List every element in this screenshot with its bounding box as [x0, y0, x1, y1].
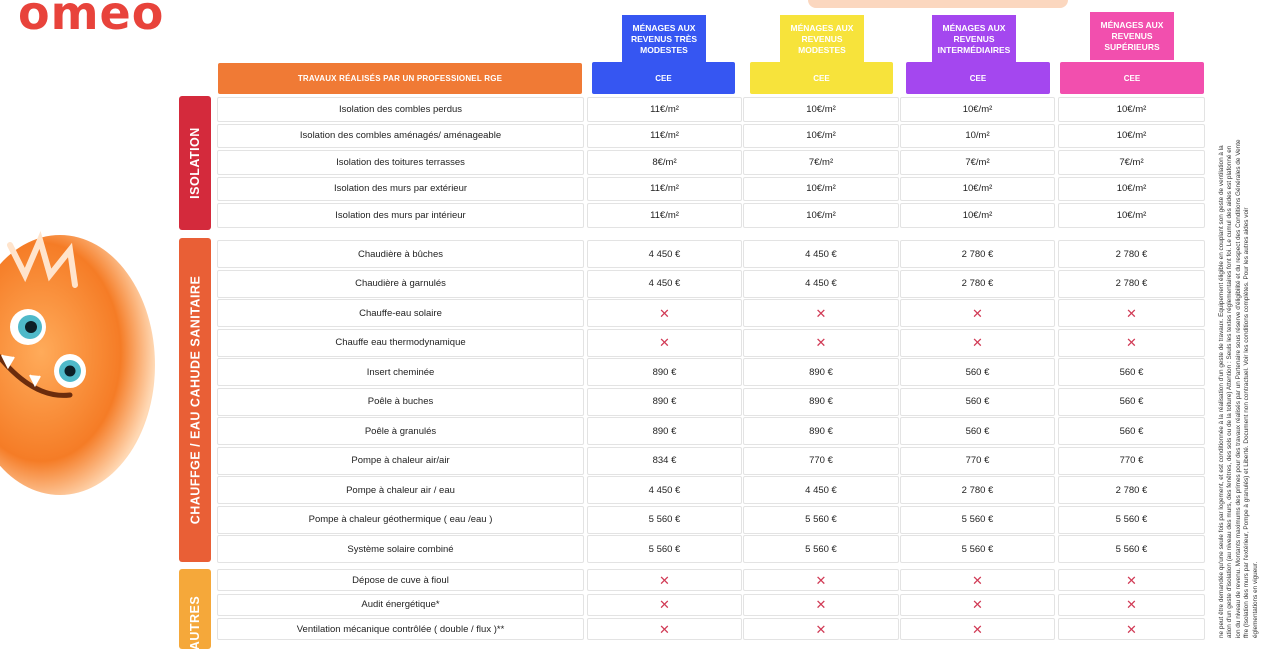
- amount-value: 560 €: [965, 396, 990, 407]
- amount-value: 10€/m²: [962, 209, 993, 221]
- column-title-superieurs: MÉNAGES AUX REVENUS SUPÉRIEURS: [1090, 12, 1174, 60]
- amount-value: 4 450 €: [805, 484, 837, 496]
- amount-value: 10€/m²: [806, 103, 836, 115]
- not-eligible-icon: ✕: [659, 597, 670, 612]
- scheme-label-tres-modestes: CEE: [592, 62, 735, 94]
- amount-cell: [743, 124, 899, 149]
- amount-cell: [587, 240, 742, 268]
- table-row: [217, 569, 1205, 591]
- amount-value: 5 560 €: [1115, 514, 1148, 525]
- amount-cell: [900, 535, 1055, 563]
- amount-cell: [900, 506, 1055, 534]
- amount-cell: [1058, 569, 1205, 591]
- amount-cell: [900, 203, 1055, 228]
- amount-value: 890 €: [809, 366, 833, 378]
- amount-cell: [1058, 124, 1205, 149]
- amount-cell: [1058, 476, 1205, 504]
- amount-value: 560 €: [965, 425, 990, 437]
- works-header: TRAVAUX RÉALISÉS PAR UN PROFESSIONEL RGE: [218, 63, 582, 94]
- table-row: [217, 97, 1205, 122]
- table-row: [217, 506, 1205, 534]
- table-row: [217, 417, 1205, 445]
- work-label: Poêle à buches: [217, 388, 584, 416]
- amount-value: 890 €: [809, 396, 833, 407]
- table-row: [217, 240, 1205, 268]
- amount-cell: [587, 299, 742, 327]
- not-eligible-icon: ✕: [972, 572, 983, 588]
- not-eligible-icon: ✕: [815, 621, 827, 637]
- amount-cell: [743, 388, 899, 416]
- amount-value: 2 780 €: [961, 248, 994, 260]
- work-label: Pompe à chaleur géothermique ( eau /eau ): [217, 506, 584, 534]
- amount-cell: [1058, 97, 1205, 122]
- amount-value: 11€/m²: [650, 183, 679, 195]
- amount-value: 10€/m²: [806, 209, 836, 221]
- scheme-label-superieurs: CEE: [1060, 62, 1204, 94]
- table-row: [217, 388, 1205, 416]
- amount-cell: [900, 417, 1055, 445]
- work-label: Chauffe-eau solaire: [217, 299, 584, 327]
- category-autres: AUTRES: [179, 569, 211, 649]
- amount-cell: [1058, 594, 1205, 616]
- work-label: Insert cheminée: [217, 358, 584, 386]
- table-row: [217, 447, 1205, 475]
- amount-cell: [1058, 150, 1205, 175]
- amount-cell: [900, 240, 1055, 268]
- not-eligible-icon: ✕: [1126, 572, 1137, 588]
- mascot-illustration: [0, 225, 165, 525]
- table-row: [217, 618, 1205, 640]
- work-label: Audit énergétique*: [217, 594, 584, 616]
- amount-value: 2 780 €: [961, 484, 994, 496]
- not-eligible-icon: ✕: [815, 305, 827, 321]
- amount-cell: [587, 270, 742, 298]
- table-row: [217, 270, 1205, 298]
- amount-value: 10€/m²: [1116, 183, 1147, 195]
- work-label: Chauffe eau thermodynamique: [217, 329, 584, 357]
- work-label: Isolation des murs par intérieur: [217, 203, 584, 228]
- legal-side-note: [1218, 68, 1270, 638]
- work-label: Isolation des combles aménagés/ aménageable: [217, 124, 584, 149]
- table-row: [217, 329, 1205, 357]
- not-eligible-icon: ✕: [972, 597, 983, 612]
- amount-value: 5 560 €: [805, 543, 837, 555]
- amount-cell: [743, 177, 899, 202]
- amount-value: 11€/m²: [650, 130, 679, 142]
- amount-cell: [743, 150, 899, 175]
- amount-cell: [587, 594, 742, 616]
- amount-cell: [900, 270, 1055, 298]
- not-eligible-icon: ✕: [815, 335, 827, 350]
- amount-value: 10/m²: [965, 130, 990, 142]
- table-row: [217, 177, 1205, 202]
- amount-cell: [587, 447, 742, 475]
- column-title-tres-modestes: MÉNAGES AUX REVENUS TRÈS MODESTES: [622, 15, 706, 63]
- amount-cell: [743, 535, 899, 563]
- amount-cell: [743, 299, 899, 327]
- amount-value: 890 €: [652, 396, 677, 407]
- amount-cell: [900, 299, 1055, 327]
- amount-cell: [1058, 299, 1205, 327]
- side-note-line: ation d'un geste d'isolation (au niveau des murs, des fenêtres, des sols ou de la toiture) Attention : Seuls les textes réglementaires font foi. Le cumul des aides est plafonné en: [1226, 145, 1234, 638]
- not-eligible-icon: ✕: [972, 621, 983, 637]
- work-label: Chaudière à bûches: [217, 240, 584, 268]
- amount-value: 10€/m²: [1116, 130, 1147, 142]
- amount-cell: [743, 203, 899, 228]
- not-eligible-icon: ✕: [815, 572, 827, 588]
- brand-logo: omeo: [18, 0, 165, 40]
- amount-cell: [900, 388, 1055, 416]
- amount-cell: [587, 417, 742, 445]
- amount-value: 5 560 €: [961, 543, 994, 555]
- amount-cell: [743, 240, 899, 268]
- amount-cell: [900, 476, 1055, 504]
- table-row: [217, 358, 1205, 386]
- amount-cell: [587, 329, 742, 357]
- not-eligible-icon: ✕: [1126, 305, 1137, 321]
- work-label: Pompe à chaleur air / eau: [217, 476, 584, 504]
- work-label: Chaudière à garnulés: [217, 270, 584, 298]
- amount-value: 10€/m²: [806, 183, 836, 195]
- amount-cell: [587, 124, 742, 149]
- amount-value: 8€/m²: [652, 156, 677, 168]
- amount-cell: [743, 329, 899, 357]
- amount-value: 10€/m²: [1116, 103, 1147, 115]
- amount-cell: [743, 594, 899, 616]
- table-row: [217, 476, 1205, 504]
- amount-value: 7€/m²: [965, 156, 990, 168]
- amount-cell: [1058, 329, 1205, 357]
- amount-cell: [587, 150, 742, 175]
- amount-cell: [743, 506, 899, 534]
- amount-cell: [900, 594, 1055, 616]
- amount-value: 10€/m²: [962, 103, 993, 115]
- amount-value: 2 780 €: [1115, 484, 1148, 496]
- amount-cell: [900, 329, 1055, 357]
- amount-cell: [587, 569, 742, 591]
- work-label: Ventilation mécanique contrôlée ( double / flux )**: [217, 618, 584, 640]
- amount-value: 560 €: [1119, 396, 1144, 407]
- column-title-modestes: MÉNAGES AUX REVENUS MODESTES: [780, 15, 864, 63]
- amount-value: 2 780 €: [1115, 278, 1148, 289]
- amount-value: 5 560 €: [648, 514, 681, 525]
- amount-value: 11€/m²: [650, 209, 679, 221]
- amount-cell: [1058, 240, 1205, 268]
- amount-value: 5 560 €: [805, 514, 837, 525]
- amount-value: 4 450 €: [648, 484, 681, 496]
- column-title-intermediaires: MÉNAGES AUX REVENUS INTERMÉDIAIRES: [932, 15, 1016, 63]
- amount-cell: [587, 388, 742, 416]
- work-label: Isolation des combles perdus: [217, 97, 584, 122]
- amount-cell: [743, 569, 899, 591]
- amount-cell: [587, 97, 742, 122]
- amount-value: 4 450 €: [648, 248, 681, 260]
- amount-cell: [587, 177, 742, 202]
- amount-cell: [587, 618, 742, 640]
- amount-value: 834 €: [652, 455, 677, 466]
- amount-cell: [900, 177, 1055, 202]
- scheme-label-modestes: CEE: [750, 62, 893, 94]
- side-note-line: ion du niveau de revenu. Montants maximums des primes pour des travaux réalisés par un Partenaire sous réserve d'éligibilité et du respect des Conditions Générales de Vente: [1234, 139, 1242, 638]
- amount-value: 5 560 €: [648, 543, 681, 555]
- table-row: [217, 150, 1205, 175]
- amount-cell: [587, 203, 742, 228]
- amount-cell: [743, 358, 899, 386]
- not-eligible-icon: ✕: [972, 335, 983, 350]
- amount-cell: [1058, 358, 1205, 386]
- amount-cell: [1058, 177, 1205, 202]
- amount-cell: [1058, 618, 1205, 640]
- amount-value: 10€/m²: [1116, 209, 1147, 221]
- side-note-line: églementations en vigueur.: [1251, 561, 1259, 638]
- work-label: Système solaire combiné: [217, 535, 584, 563]
- table-row: [217, 299, 1205, 327]
- amount-value: 770 €: [1119, 455, 1144, 466]
- amount-cell: [743, 270, 899, 298]
- not-eligible-icon: ✕: [1126, 597, 1137, 612]
- amount-cell: [743, 417, 899, 445]
- not-eligible-icon: ✕: [1126, 621, 1137, 637]
- amount-cell: [1058, 203, 1205, 228]
- scheme-label-intermediaires: CEE: [906, 62, 1050, 94]
- amount-cell: [587, 358, 742, 386]
- amount-cell: [587, 476, 742, 504]
- amount-value: 770 €: [965, 455, 990, 466]
- amount-cell: [900, 124, 1055, 149]
- amount-value: 560 €: [1119, 425, 1144, 437]
- amount-value: 10€/m²: [962, 183, 993, 195]
- amount-value: 7€/m²: [1119, 156, 1144, 168]
- table-row: [217, 535, 1205, 563]
- amount-value: 770 €: [809, 455, 833, 466]
- amount-value: 10€/m²: [806, 130, 836, 142]
- amount-cell: [587, 535, 742, 563]
- category-chauffage: CHAUFFGE / EAU CAHUDE SANITAIRE: [179, 238, 211, 562]
- amount-value: 4 450 €: [648, 278, 681, 289]
- amount-value: 890 €: [652, 425, 677, 437]
- table-row: [217, 124, 1205, 149]
- amount-value: 890 €: [652, 366, 677, 378]
- amount-cell: [743, 476, 899, 504]
- amount-cell: [1058, 447, 1205, 475]
- not-eligible-icon: ✕: [659, 335, 670, 350]
- amount-cell: [1058, 388, 1205, 416]
- amount-cell: [900, 447, 1055, 475]
- top-partial-banner: [808, 0, 1068, 8]
- amount-value: 5 560 €: [1115, 543, 1148, 555]
- amount-value: 7€/m²: [808, 156, 834, 168]
- category-isolation: ISOLATION: [179, 96, 211, 230]
- amount-value: 560 €: [1119, 366, 1144, 378]
- work-label: Pompe à chaleur air/air: [217, 447, 584, 475]
- amount-cell: [900, 618, 1055, 640]
- side-note-line: ne peut être demandée qu'une seule fois par logement, et est conditionnée à la réalisation d'un geste de travaux. Équipement éligible en couplant son geste de ventilation à la: [1218, 145, 1225, 638]
- amount-value: 4 450 €: [805, 248, 837, 260]
- not-eligible-icon: ✕: [1126, 335, 1137, 350]
- work-label: Dépose de cuve à fioul: [217, 569, 584, 591]
- amount-value: 2 780 €: [1115, 248, 1148, 260]
- amount-value: 11€/m²: [650, 103, 679, 115]
- amount-value: 560 €: [965, 366, 990, 378]
- not-eligible-icon: ✕: [972, 305, 983, 321]
- amount-cell: [1058, 506, 1205, 534]
- amount-cell: [900, 569, 1055, 591]
- amount-value: 2 780 €: [961, 278, 994, 289]
- work-label: Isolation des murs par extérieur: [217, 177, 584, 202]
- amount-cell: [743, 618, 899, 640]
- not-eligible-icon: ✕: [815, 597, 827, 612]
- amount-value: 5 560 €: [961, 514, 994, 525]
- work-label: Isolation des toitures terrasses: [217, 150, 584, 175]
- amount-cell: [900, 358, 1055, 386]
- table-row: [217, 594, 1205, 616]
- amount-cell: [1058, 270, 1205, 298]
- table-row: [217, 203, 1205, 228]
- side-note-line: ffre (Isolation des murs par l'extérieur, Pompe à granulés) et Liberté. Document non contractuel. Voir les conditions complètes. Pour les autres aides voir: [1243, 207, 1251, 638]
- not-eligible-icon: ✕: [659, 305, 670, 321]
- amount-cell: [1058, 417, 1205, 445]
- amount-cell: [743, 97, 899, 122]
- amount-cell: [900, 150, 1055, 175]
- amount-cell: [743, 447, 899, 475]
- not-eligible-icon: ✕: [659, 621, 670, 637]
- amount-value: 4 450 €: [805, 278, 837, 289]
- amount-cell: [1058, 535, 1205, 563]
- amount-value: 890 €: [809, 425, 833, 437]
- work-label: Poêle à granulés: [217, 417, 584, 445]
- amount-cell: [587, 506, 742, 534]
- amount-cell: [900, 97, 1055, 122]
- not-eligible-icon: ✕: [659, 572, 670, 588]
